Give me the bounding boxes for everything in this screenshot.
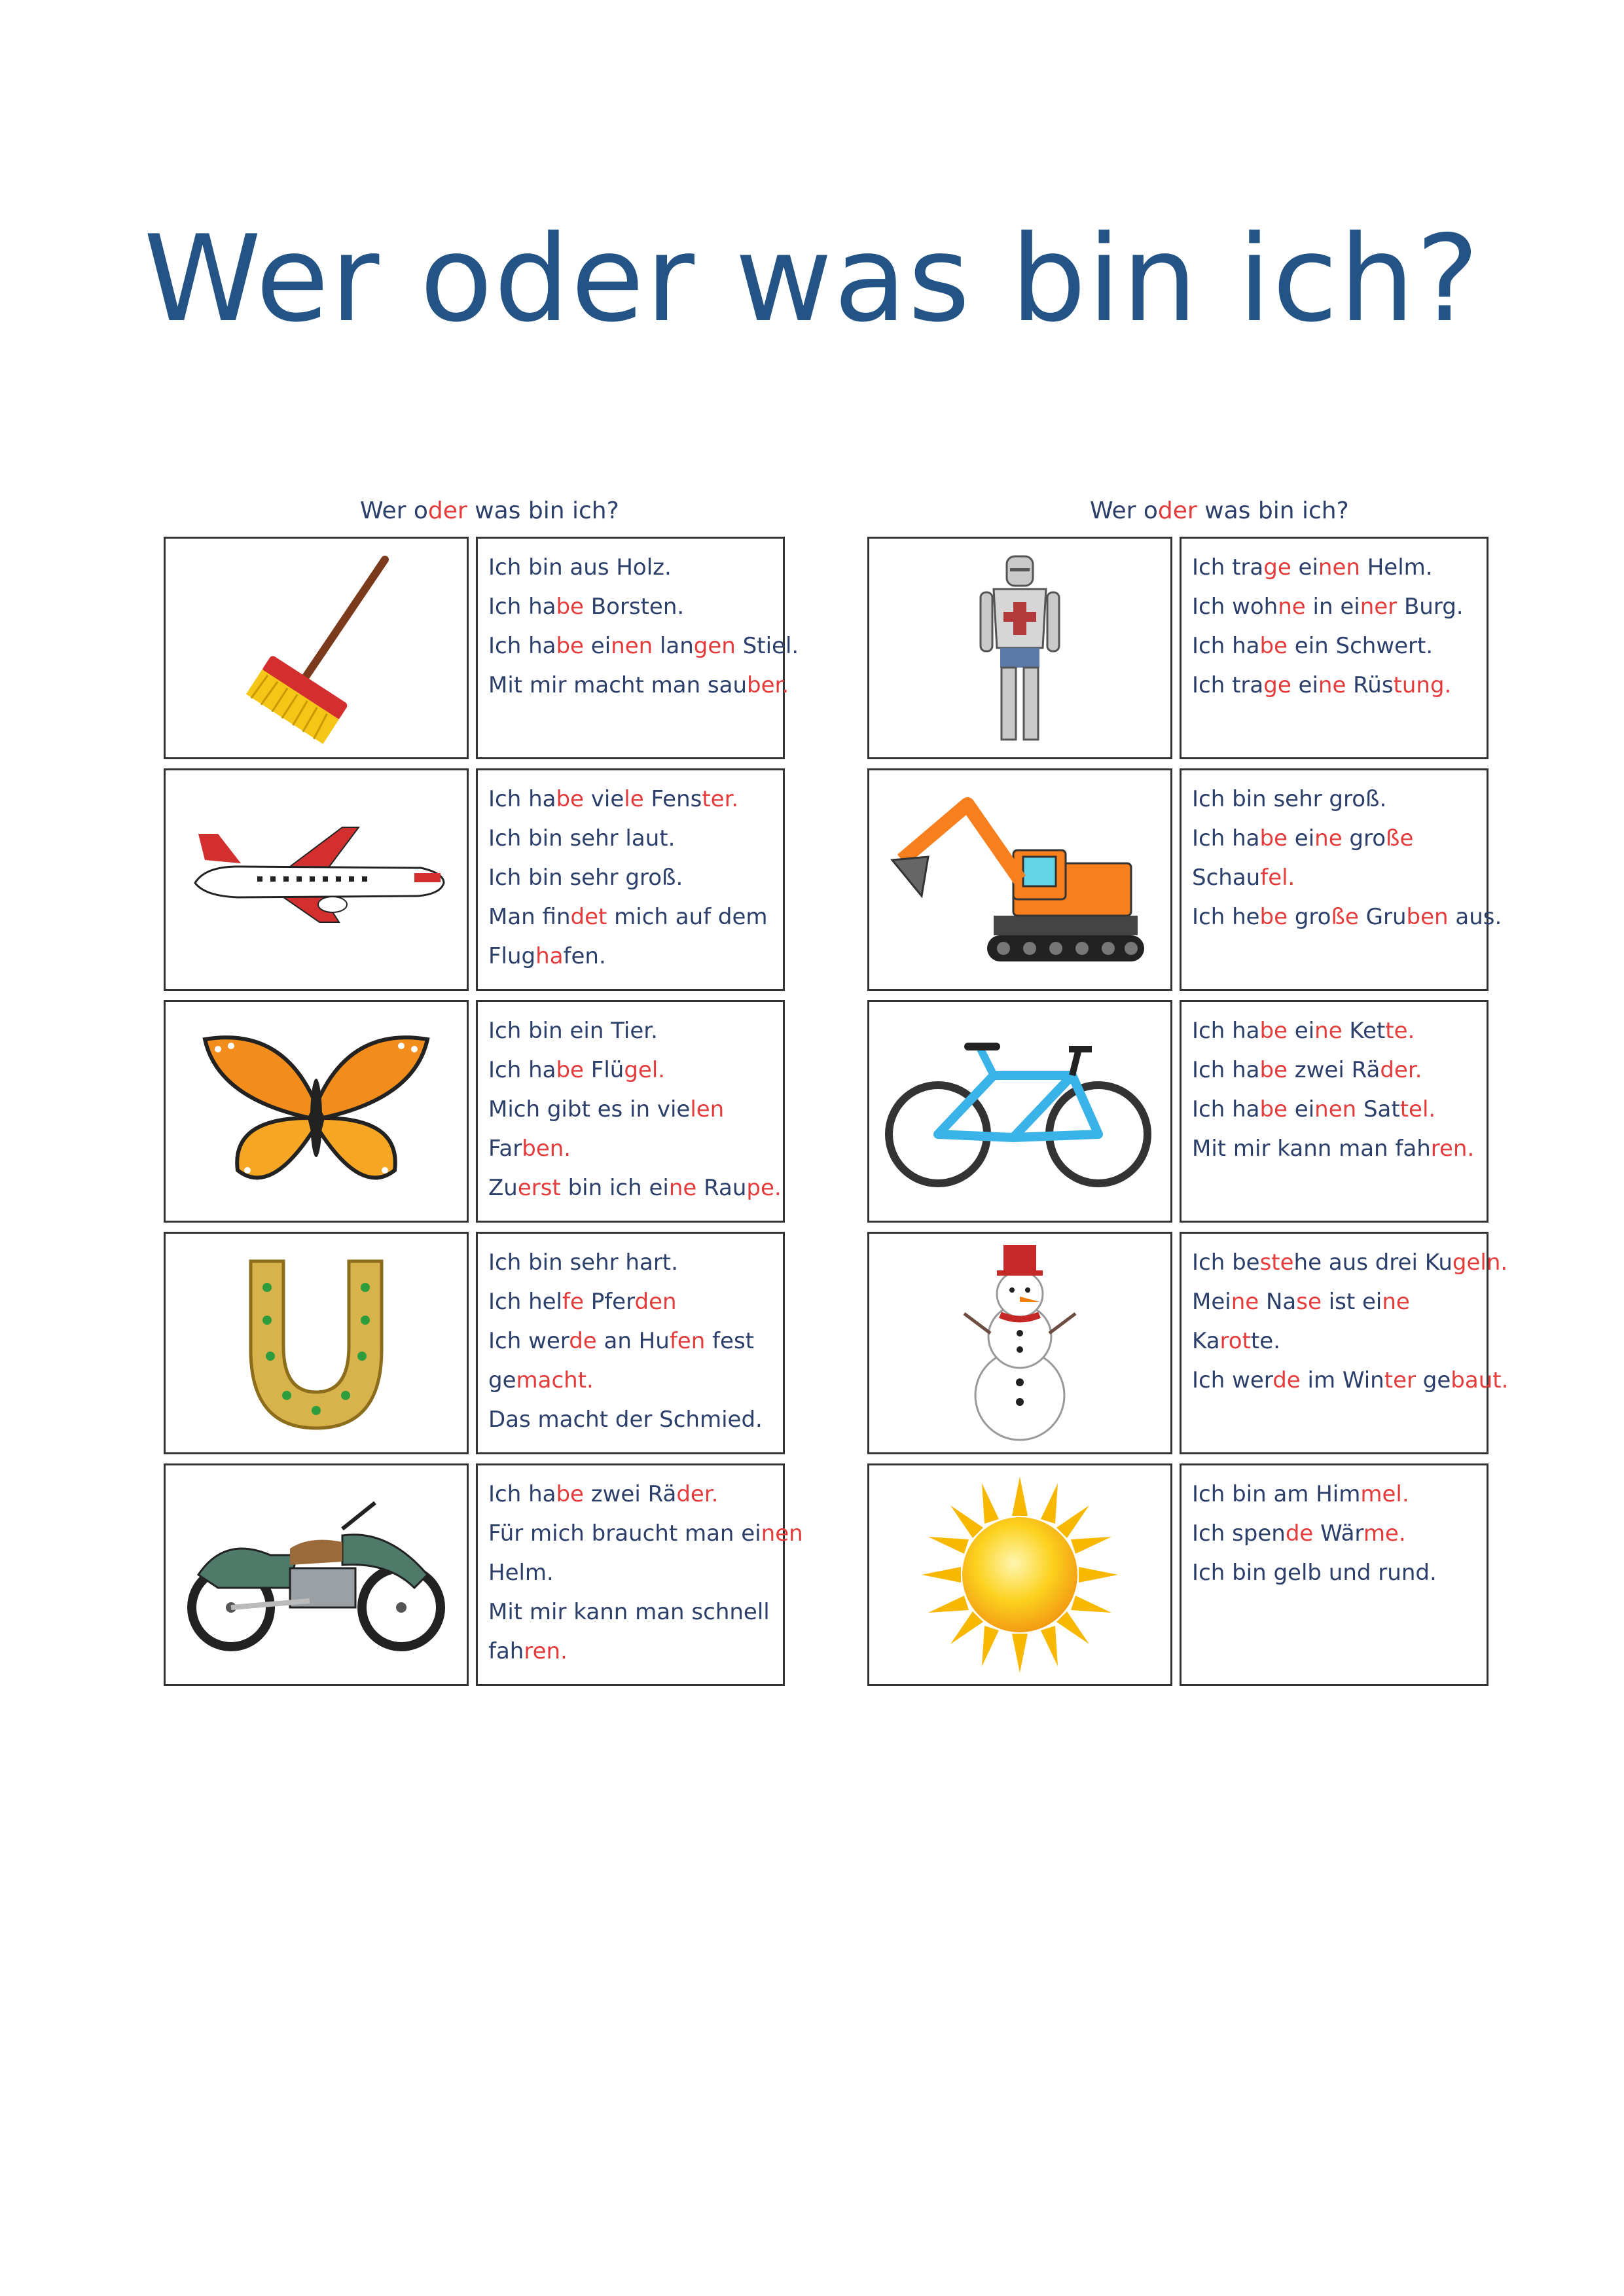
riddle-line: Mit mir kann man schnell [488,1599,770,1625]
riddle-line: Ich bin sehr groß. [1192,786,1387,812]
riddle-picture [867,537,1172,759]
riddle-line: fahren. [488,1638,568,1664]
riddle-picture [164,1000,469,1223]
riddle-line: Mit mir kann man fahren. [1192,1136,1475,1162]
riddle-picture [867,1463,1172,1686]
riddle-line: Ich spende Wärme. [1192,1520,1406,1547]
riddle-text [1180,768,1502,991]
riddle-line: Ich habe Flügel. [488,1057,666,1083]
page-title: Wer oder was bin ich? [143,209,1481,348]
riddle-picture [164,537,469,759]
riddle-line: Ich habe ein Schwert. [1192,633,1434,659]
riddle-text [1180,1232,1509,1454]
riddle-line: Ich bin sehr hart. [488,1249,678,1276]
riddle-text [476,768,785,991]
riddle-picture [164,768,469,991]
snowman-icon [954,1242,1085,1444]
riddle-line: Ich habe einen langen Stiel. [488,633,799,659]
riddle-line: Ich bin aus Holz. [488,554,672,581]
riddle-line: Ich habe zwei Räder. [488,1481,719,1507]
riddle-line: Das macht der Schmied. [488,1407,763,1433]
butterfly-icon [192,1020,441,1203]
riddle-line: Ich habe einen Sattel. [1192,1096,1436,1122]
riddle-picture [164,1232,469,1454]
column-subtitle: Wer oder was bin ich? [1090,497,1349,524]
riddle-line: Ich werde an Hufen fest [488,1328,754,1354]
riddle-picture [867,768,1172,991]
riddle-card [867,1000,1489,1225]
riddle-line: Ich habe zwei Räder. [1192,1057,1422,1083]
riddle-line: gemacht. [488,1367,594,1393]
riddle-line: Mit mir macht man sauber. [488,672,789,698]
horseshoe-icon [225,1248,408,1438]
motorcycle-icon [179,1490,454,1660]
riddle-card [164,1232,785,1457]
sun-icon [922,1477,1118,1673]
bicycle-icon [882,1030,1157,1193]
riddle-card [164,1463,803,1689]
riddle-line: Ich habe Borsten. [488,594,685,620]
riddle-card [867,1232,1509,1457]
riddle-text [476,1463,803,1686]
riddle-text [476,537,799,759]
riddle-line: Ich habe eine große [1192,825,1414,852]
riddle-line: Farben. [488,1136,571,1162]
riddle-text [476,1232,785,1454]
riddle-line: Ich bestehe aus drei Kugeln. [1192,1249,1508,1276]
riddle-card [867,537,1489,762]
riddle-text [1180,1463,1489,1686]
riddle-text [476,1000,785,1223]
riddle-line: Ich bin sehr groß. [488,865,683,891]
riddle-text [1180,537,1489,759]
riddle-line: Ich helfe Pferden [488,1289,677,1315]
riddle-card [867,1463,1489,1689]
riddle-card [164,1000,785,1225]
riddle-line: Ich bin sehr laut. [488,825,676,852]
riddle-line: Helm. [488,1560,554,1586]
riddle-line: Ich bin gelb und rund. [1192,1560,1437,1586]
riddle-line: Schaufel. [1192,865,1295,891]
riddle-line: Man findet mich auf dem [488,904,768,930]
riddle-line: Ich wohne in einer Burg. [1192,594,1464,620]
riddle-line: Ich werde im Winter gebaut. [1192,1367,1509,1393]
riddle-line: Für mich braucht man einen [488,1520,803,1547]
riddle-card [164,537,799,762]
riddle-line: Meine Nase ist eine [1192,1289,1410,1315]
column-subtitle: Wer oder was bin ich? [360,497,619,524]
riddle-line: Flughafen. [488,943,606,969]
riddle-card [867,768,1502,994]
riddle-line: Mich gibt es in vielen [488,1096,725,1122]
broom-icon [218,550,414,746]
riddle-card [164,768,785,994]
riddle-line: Zuerst bin ich eine Raupe. [488,1175,782,1201]
riddle-line: Ich habe viele Fenster. [488,786,739,812]
riddle-line: Ich hebe große Gruben aus. [1192,904,1502,930]
riddle-picture [867,1000,1172,1223]
riddle-line: Ich bin am Himmel. [1192,1481,1409,1507]
riddle-line: Ich habe eine Kette. [1192,1018,1415,1044]
riddle-picture [164,1463,469,1686]
riddle-line: Ich trage eine Rüstung. [1192,672,1452,698]
airplane-icon [179,814,454,945]
riddle-picture [867,1232,1172,1454]
riddle-text [1180,1000,1489,1223]
riddle-line: Ich bin ein Tier. [488,1018,658,1044]
excavator-icon [889,788,1151,971]
knight-icon [974,550,1066,746]
riddle-line: Karotte. [1192,1328,1280,1354]
riddle-line: Ich trage einen Helm. [1192,554,1433,581]
